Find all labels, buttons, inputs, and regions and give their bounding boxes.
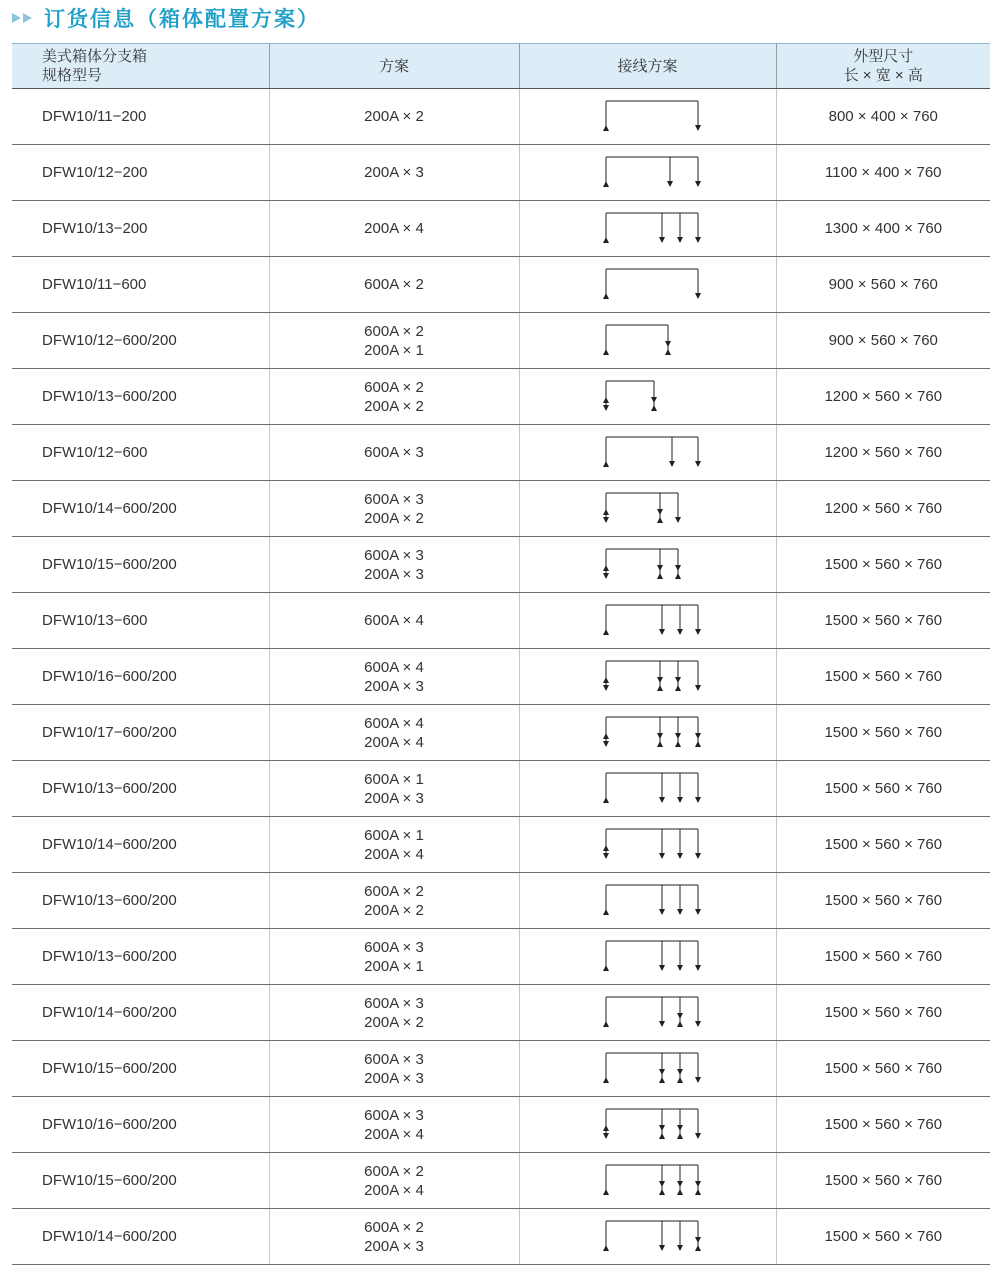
model-cell: DFW10/15−600/200 <box>12 537 269 593</box>
configuration-table <box>12 43 990 1265</box>
arrow-down-icon <box>659 1125 665 1131</box>
wiring-cell <box>519 817 776 873</box>
table-row <box>12 985 990 1041</box>
wiring-diagram <box>598 879 708 923</box>
arrow-up-icon <box>695 1189 701 1195</box>
scheme-line: 200A × 3 <box>364 789 424 807</box>
wiring-diagram <box>598 767 708 811</box>
arrow-up-icon <box>603 733 609 739</box>
arrow-down-icon <box>659 965 665 971</box>
scheme-line: 600A × 4 <box>364 658 424 676</box>
header-wiring: 接线方案 <box>519 44 776 89</box>
arrow-up-icon <box>657 741 663 747</box>
table-row <box>12 369 990 425</box>
wiring-diagram <box>598 431 708 475</box>
scheme-line: 200A × 3 <box>364 1237 424 1255</box>
header-model-line2: 规格型号 <box>42 67 103 84</box>
arrow-down-icon <box>657 733 663 739</box>
arrow-down-icon <box>603 405 609 411</box>
wiring-diagram <box>598 1215 708 1259</box>
arrow-up-icon <box>657 517 663 523</box>
scheme-line: 600A × 3 <box>364 1106 424 1124</box>
table-row <box>12 537 990 593</box>
scheme-line: 200A × 2 <box>364 108 424 125</box>
scheme-cell <box>269 593 519 649</box>
arrow-up-icon <box>603 349 609 355</box>
scheme-line: 600A × 2 <box>364 276 424 293</box>
arrow-down-icon <box>667 181 673 187</box>
model-cell: DFW10/16−600/200 <box>12 1097 269 1153</box>
scheme-cell <box>269 929 519 985</box>
table-body <box>12 89 990 1265</box>
arrow-down-icon <box>695 1181 701 1187</box>
wiring-cell <box>519 369 776 425</box>
wiring-diagram <box>598 319 708 363</box>
scheme-cell <box>269 705 519 761</box>
arrow-down-icon <box>677 909 683 915</box>
arrow-down-icon <box>603 1133 609 1139</box>
arrow-up-icon <box>603 509 609 515</box>
model-cell: DFW10/15−600/200 <box>12 1041 269 1097</box>
scheme-cell <box>269 817 519 873</box>
arrow-down-icon <box>603 517 609 523</box>
wiring-cell <box>519 761 776 817</box>
arrow-down-icon <box>695 1133 701 1139</box>
arrow-down-icon <box>659 1021 665 1027</box>
arrow-up-icon <box>603 677 609 683</box>
arrow-down-icon <box>695 1077 701 1083</box>
arrow-down-icon <box>695 181 701 187</box>
scheme-line: 200A × 3 <box>364 1069 424 1087</box>
arrow-down-icon <box>677 1181 683 1187</box>
scheme-line: 600A × 3 <box>364 1050 424 1068</box>
arrow-down-icon <box>651 397 657 403</box>
wiring-diagram <box>598 1103 708 1147</box>
table-row <box>12 817 990 873</box>
wiring-diagram <box>598 711 708 755</box>
arrow-up-icon <box>603 1189 609 1195</box>
scheme-cell <box>269 649 519 705</box>
table-row <box>12 593 990 649</box>
arrow-down-icon <box>695 965 701 971</box>
model-cell: DFW10/12−600 <box>12 425 269 481</box>
size-cell: 1500 × 560 × 760 <box>776 593 990 649</box>
arrow-up-icon <box>603 461 609 467</box>
scheme-cell <box>269 537 519 593</box>
arrow-down-icon <box>675 565 681 571</box>
scheme-line: 200A × 4 <box>364 845 424 863</box>
scheme-line: 200A × 3 <box>364 565 424 583</box>
arrow-up-icon <box>603 845 609 851</box>
scheme-line: 600A × 3 <box>364 490 424 508</box>
wiring-cell <box>519 313 776 369</box>
arrow-up-icon <box>603 965 609 971</box>
size-cell: 1500 × 560 × 760 <box>776 817 990 873</box>
arrow-up-icon <box>665 349 671 355</box>
scheme-line: 200A × 3 <box>364 164 424 181</box>
wiring-diagram <box>598 543 708 587</box>
scheme-line: 200A × 4 <box>364 220 424 237</box>
scheme-line: 600A × 4 <box>364 714 424 732</box>
wiring-cell <box>519 929 776 985</box>
scheme-line: 600A × 1 <box>364 826 424 844</box>
scheme-cell <box>269 1041 519 1097</box>
arrow-up-icon <box>677 1077 683 1083</box>
size-cell: 1500 × 560 × 760 <box>776 649 990 705</box>
wiring-cell <box>519 1209 776 1265</box>
table-row <box>12 1041 990 1097</box>
arrow-down-icon <box>675 733 681 739</box>
arrow-down-icon <box>695 1237 701 1243</box>
wiring-diagram <box>598 1159 708 1203</box>
arrow-down-icon <box>603 853 609 859</box>
scheme-line: 200A × 3 <box>364 677 424 695</box>
scheme-cell <box>269 313 519 369</box>
size-cell: 1500 × 560 × 760 <box>776 1153 990 1209</box>
wiring-diagram <box>598 95 708 139</box>
arrow-down-icon <box>659 1181 665 1187</box>
arrow-up-icon <box>603 1245 609 1251</box>
wiring-cell <box>519 873 776 929</box>
wiring-cell <box>519 1097 776 1153</box>
table-row <box>12 257 990 313</box>
scheme-line: 600A × 3 <box>364 444 424 461</box>
scheme-line: 600A × 4 <box>364 612 424 629</box>
arrow-up-icon <box>677 1189 683 1195</box>
arrow-down-icon <box>659 909 665 915</box>
table-row <box>12 929 990 985</box>
table-row <box>12 1097 990 1153</box>
scheme-line: 200A × 2 <box>364 397 424 415</box>
size-cell: 1200 × 560 × 760 <box>776 481 990 537</box>
arrow-up-icon <box>675 573 681 579</box>
arrow-down-icon <box>675 677 681 683</box>
wiring-diagram <box>598 599 708 643</box>
scheme-line: 200A × 1 <box>364 341 424 359</box>
model-cell: DFW10/15−600/200 <box>12 1153 269 1209</box>
section-title-bar <box>12 2 320 34</box>
model-cell: DFW10/13−600/200 <box>12 369 269 425</box>
arrow-down-icon <box>677 797 683 803</box>
size-cell: 900 × 560 × 760 <box>776 257 990 313</box>
arrow-down-icon <box>603 741 609 747</box>
arrow-down-icon <box>695 797 701 803</box>
table-row <box>12 1153 990 1209</box>
scheme-line: 200A × 4 <box>364 733 424 751</box>
arrow-down-icon <box>659 1069 665 1075</box>
wiring-diagram <box>598 263 708 307</box>
scheme-line: 600A × 2 <box>364 1218 424 1236</box>
double-arrow-icon <box>12 12 34 24</box>
wiring-cell <box>519 1153 776 1209</box>
scheme-line: 200A × 2 <box>364 509 424 527</box>
size-cell: 900 × 560 × 760 <box>776 313 990 369</box>
arrow-down-icon <box>695 909 701 915</box>
arrow-down-icon <box>695 461 701 467</box>
table-row <box>12 1209 990 1265</box>
scheme-line: 200A × 2 <box>364 1013 424 1031</box>
table-row <box>12 761 990 817</box>
arrow-down-icon <box>657 565 663 571</box>
arrow-up-icon <box>603 293 609 299</box>
scheme-cell <box>269 425 519 481</box>
wiring-diagram <box>598 375 708 419</box>
scheme-line: 600A × 3 <box>364 546 424 564</box>
table-row <box>12 425 990 481</box>
arrow-up-icon <box>657 685 663 691</box>
table-row <box>12 313 990 369</box>
arrow-up-icon <box>657 573 663 579</box>
table-row <box>12 201 990 257</box>
header-scheme: 方案 <box>269 44 519 89</box>
arrow-down-icon <box>695 733 701 739</box>
wiring-diagram <box>598 655 708 699</box>
model-cell: DFW10/12−600/200 <box>12 313 269 369</box>
arrow-down-icon <box>695 685 701 691</box>
arrow-up-icon <box>603 397 609 403</box>
wiring-cell <box>519 89 776 145</box>
table-row <box>12 89 990 145</box>
size-cell: 1200 × 560 × 760 <box>776 369 990 425</box>
wiring-diagram <box>598 151 708 195</box>
wiring-cell <box>519 201 776 257</box>
arrow-down-icon <box>695 853 701 859</box>
arrow-down-icon <box>677 629 683 635</box>
wiring-diagram <box>598 935 708 979</box>
model-cell: DFW10/12−200 <box>12 145 269 201</box>
header-size-line2: 长 × 宽 × 高 <box>843 67 923 84</box>
table-row <box>12 145 990 201</box>
wiring-diagram <box>598 991 708 1035</box>
table-row <box>12 481 990 537</box>
arrow-down-icon <box>659 629 665 635</box>
model-cell: DFW10/16−600/200 <box>12 649 269 705</box>
table-header-row <box>12 44 990 89</box>
scheme-cell <box>269 369 519 425</box>
arrow-up-icon <box>603 1021 609 1027</box>
arrow-down-icon <box>659 853 665 859</box>
arrow-down-icon <box>659 1245 665 1251</box>
size-cell: 1500 × 560 × 760 <box>776 537 990 593</box>
arrow-up-icon <box>603 797 609 803</box>
scheme-cell <box>269 985 519 1041</box>
scheme-cell <box>269 1209 519 1265</box>
arrow-down-icon <box>659 237 665 243</box>
arrow-up-icon <box>603 1077 609 1083</box>
scheme-cell <box>269 761 519 817</box>
scheme-line: 600A × 2 <box>364 882 424 900</box>
scheme-line: 600A × 1 <box>364 770 424 788</box>
arrow-down-icon <box>695 293 701 299</box>
scheme-line: 200A × 1 <box>364 957 424 975</box>
scheme-line: 600A × 2 <box>364 1162 424 1180</box>
model-cell: DFW10/13−600/200 <box>12 761 269 817</box>
wiring-cell <box>519 145 776 201</box>
wiring-cell <box>519 481 776 537</box>
wiring-diagram <box>598 1047 708 1091</box>
arrow-up-icon <box>651 405 657 411</box>
arrow-up-icon <box>677 1021 683 1027</box>
scheme-cell <box>269 89 519 145</box>
model-cell: DFW10/17−600/200 <box>12 705 269 761</box>
arrow-up-icon <box>603 237 609 243</box>
model-cell: DFW10/13−200 <box>12 201 269 257</box>
wiring-cell <box>519 705 776 761</box>
model-cell: DFW10/14−600/200 <box>12 1209 269 1265</box>
scheme-line: 600A × 3 <box>364 994 424 1012</box>
arrow-up-icon <box>659 1133 665 1139</box>
model-cell: DFW10/13−600/200 <box>12 873 269 929</box>
model-cell: DFW10/11−600 <box>12 257 269 313</box>
scheme-line: 200A × 4 <box>364 1125 424 1143</box>
scheme-line: 600A × 2 <box>364 322 424 340</box>
size-cell: 1500 × 560 × 760 <box>776 1041 990 1097</box>
arrow-down-icon <box>677 1125 683 1131</box>
size-cell: 1500 × 560 × 760 <box>776 1097 990 1153</box>
size-cell: 800 × 400 × 760 <box>776 89 990 145</box>
page-title: 订货信息（箱体配置方案） <box>44 7 320 31</box>
model-cell: DFW10/11−200 <box>12 89 269 145</box>
arrow-up-icon <box>695 741 701 747</box>
wiring-cell <box>519 257 776 313</box>
wiring-cell <box>519 649 776 705</box>
model-cell: DFW10/14−600/200 <box>12 985 269 1041</box>
size-cell: 1500 × 560 × 760 <box>776 929 990 985</box>
arrow-down-icon <box>665 341 671 347</box>
header-size-line1: 外型尺寸 <box>853 48 914 65</box>
arrow-up-icon <box>603 629 609 635</box>
scheme-cell <box>269 481 519 537</box>
scheme-cell <box>269 257 519 313</box>
scheme-line: 200A × 2 <box>364 901 424 919</box>
arrow-up-icon <box>695 1245 701 1251</box>
wiring-diagram <box>598 823 708 867</box>
size-cell: 1200 × 560 × 760 <box>776 425 990 481</box>
header-model-line1: 美式箱体分支箱 <box>42 48 148 65</box>
model-cell: DFW10/14−600/200 <box>12 817 269 873</box>
size-cell: 1500 × 560 × 760 <box>776 1209 990 1265</box>
arrow-down-icon <box>657 509 663 515</box>
scheme-cell <box>269 1153 519 1209</box>
arrow-down-icon <box>677 853 683 859</box>
scheme-line: 200A × 4 <box>364 1181 424 1199</box>
arrow-down-icon <box>675 517 681 523</box>
wiring-cell <box>519 593 776 649</box>
arrow-down-icon <box>695 237 701 243</box>
arrow-up-icon <box>659 1077 665 1083</box>
table-row <box>12 649 990 705</box>
arrow-up-icon <box>659 1189 665 1195</box>
arrow-down-icon <box>677 237 683 243</box>
arrow-down-icon <box>603 573 609 579</box>
arrow-down-icon <box>659 797 665 803</box>
table-row <box>12 873 990 929</box>
header-model <box>12 44 269 89</box>
model-cell: DFW10/14−600/200 <box>12 481 269 537</box>
arrow-up-icon <box>603 181 609 187</box>
size-cell: 1500 × 560 × 760 <box>776 873 990 929</box>
scheme-line: 600A × 3 <box>364 938 424 956</box>
size-cell: 1500 × 560 × 760 <box>776 985 990 1041</box>
arrow-up-icon <box>603 909 609 915</box>
arrow-up-icon <box>675 685 681 691</box>
arrow-down-icon <box>657 677 663 683</box>
arrow-down-icon <box>677 965 683 971</box>
arrow-down-icon <box>603 685 609 691</box>
arrow-down-icon <box>677 1013 683 1019</box>
model-cell: DFW10/13−600/200 <box>12 929 269 985</box>
wiring-cell <box>519 985 776 1041</box>
size-cell: 1300 × 400 × 760 <box>776 201 990 257</box>
wiring-cell <box>519 537 776 593</box>
scheme-cell <box>269 873 519 929</box>
wiring-diagram <box>598 207 708 251</box>
model-cell: DFW10/13−600 <box>12 593 269 649</box>
arrow-up-icon <box>603 565 609 571</box>
size-cell: 1500 × 560 × 760 <box>776 705 990 761</box>
arrow-up-icon <box>677 1133 683 1139</box>
wiring-diagram <box>598 487 708 531</box>
arrow-down-icon <box>677 1245 683 1251</box>
scheme-cell <box>269 145 519 201</box>
size-cell: 1500 × 560 × 760 <box>776 761 990 817</box>
arrow-down-icon <box>677 1069 683 1075</box>
arrow-up-icon <box>603 1125 609 1131</box>
wiring-cell <box>519 425 776 481</box>
header-size <box>776 44 990 89</box>
arrow-down-icon <box>695 1021 701 1027</box>
size-cell: 1100 × 400 × 760 <box>776 145 990 201</box>
arrow-up-icon <box>603 125 609 131</box>
arrow-down-icon <box>695 125 701 131</box>
scheme-cell <box>269 1097 519 1153</box>
arrow-down-icon <box>695 629 701 635</box>
arrow-up-icon <box>675 741 681 747</box>
wiring-cell <box>519 1041 776 1097</box>
scheme-line: 600A × 2 <box>364 378 424 396</box>
table-row <box>12 705 990 761</box>
scheme-cell <box>269 201 519 257</box>
arrow-down-icon <box>669 461 675 467</box>
